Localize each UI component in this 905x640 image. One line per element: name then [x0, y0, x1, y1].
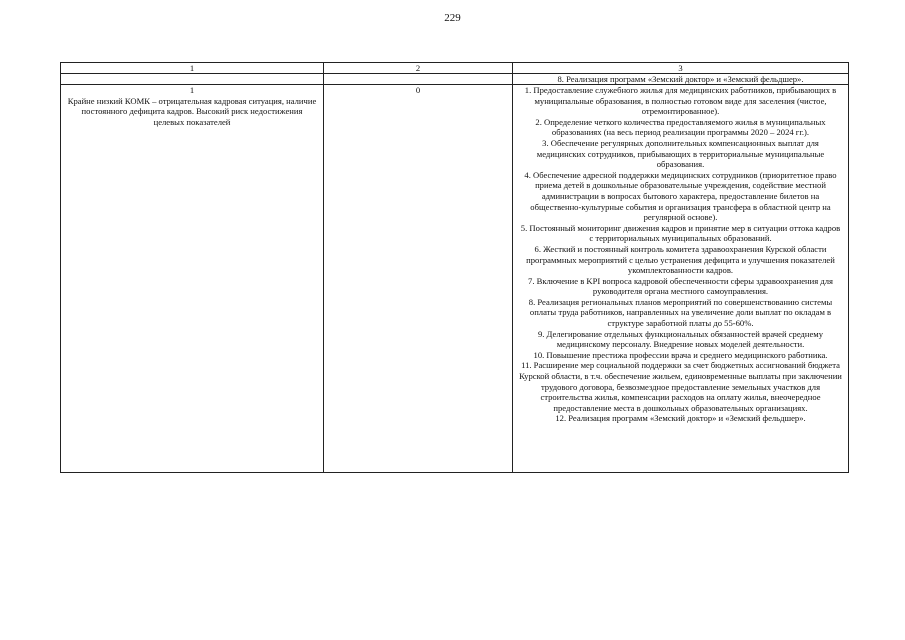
measure-item: 8. Реализация региональных планов мероприятий по совершенствованию системы оплаты труда работников, направленных на увеличение доли выплат по окладам в структуре заработной платы до 55-60%.: [528, 296, 833, 329]
continuation-measure: 8. Реализация программ «Земский доктор» и «Земский фельдшер».: [513, 74, 849, 85]
measure-item: 2. Определение четкого количества предоставляемого жилья в муниципальных образованиях (на весь период реализации программы 2020 – 2024 гг.).: [535, 116, 826, 138]
measures-cell: [513, 85, 849, 473]
header-col-1: 1: [61, 63, 324, 74]
measure-item: 3. Обеспечение регулярных дополнительных компенсационных выплат для медицинских сотрудников, прибывающих в территориальные муниципальные образования.: [536, 137, 825, 170]
risk-level-number: 1: [189, 85, 195, 95]
continuation-row: [61, 74, 849, 85]
score-value: 0: [415, 85, 421, 95]
measure-item: 12. Реализация программ «Земский доктор» и «Земский фельдшер».: [555, 413, 806, 424]
measures-table: [60, 62, 849, 473]
measure-item: 10. Повышение престижа профессии врача и среднего медицинского работника.: [533, 349, 828, 360]
risk-description: Крайне низкий КОМК – отрицательная кадровая ситуация, наличие постоянного дефицита кадров. Высокий риск недостижения целевых показателей: [67, 95, 317, 127]
risk-description-cell: [61, 85, 324, 473]
measure-item: 6. Жесткий и постоянный контроль комитета здравоохранения Курской области программных мероприятий с целью устранения дефицита и улучшения показателей укомплектованности кадров.: [526, 243, 835, 276]
continuation-col-2: [324, 74, 513, 85]
measure-item: 9. Делегирование отдельных функциональных обязанностей врачей среднему медицинскому персоналу. Внедрение новых моделей деятельности.: [537, 328, 824, 350]
table-header-row: [61, 63, 849, 74]
table-row: [61, 85, 849, 473]
score-cell: [324, 85, 513, 473]
measure-item: 1. Предоставление служебного жилья для медицинских работников, прибывающих в муниципальные образования, в полностью готовом виде для заселения (чистое, отремонтированное).: [524, 85, 837, 117]
measure-item: 4. Обеспечение адресной поддержки медицинских сотрудников (приоритетное право приема детей в дошкольные образовательные учреждения, содействие местной администрации в вопросах бытового характера, предоставление билетов на общественно-культурные события и организация трансфера в областной центр на регулярной основе).: [524, 169, 837, 223]
header-col-2: 2: [324, 63, 513, 74]
header-col-3: 3: [513, 63, 849, 74]
page-number: 229: [444, 12, 461, 24]
continuation-col-1: [61, 74, 324, 85]
measure-item: 5. Постоянный мониторинг движения кадров и принятие мер в ситуации оттока кадров с территориальных муниципальных образований.: [520, 222, 841, 244]
measure-item: 11. Расширение мер социальной поддержки за счет бюджетных ассигнований бюджета Курской области, в т.ч. обеспечение жильем, единовременные выплаты при заключении трудового договора, безвозмездное предоставление земельных участков для строительства жилья, компенсации расходов на оплату жилья, внеочередное предоставление места в дошкольных образовательных организациях.: [519, 360, 842, 413]
measure-item: 7. Включение в KPI вопроса кадровой обеспеченности сферы здравоохранения для руководителя органа местного самоуправления.: [528, 275, 833, 297]
